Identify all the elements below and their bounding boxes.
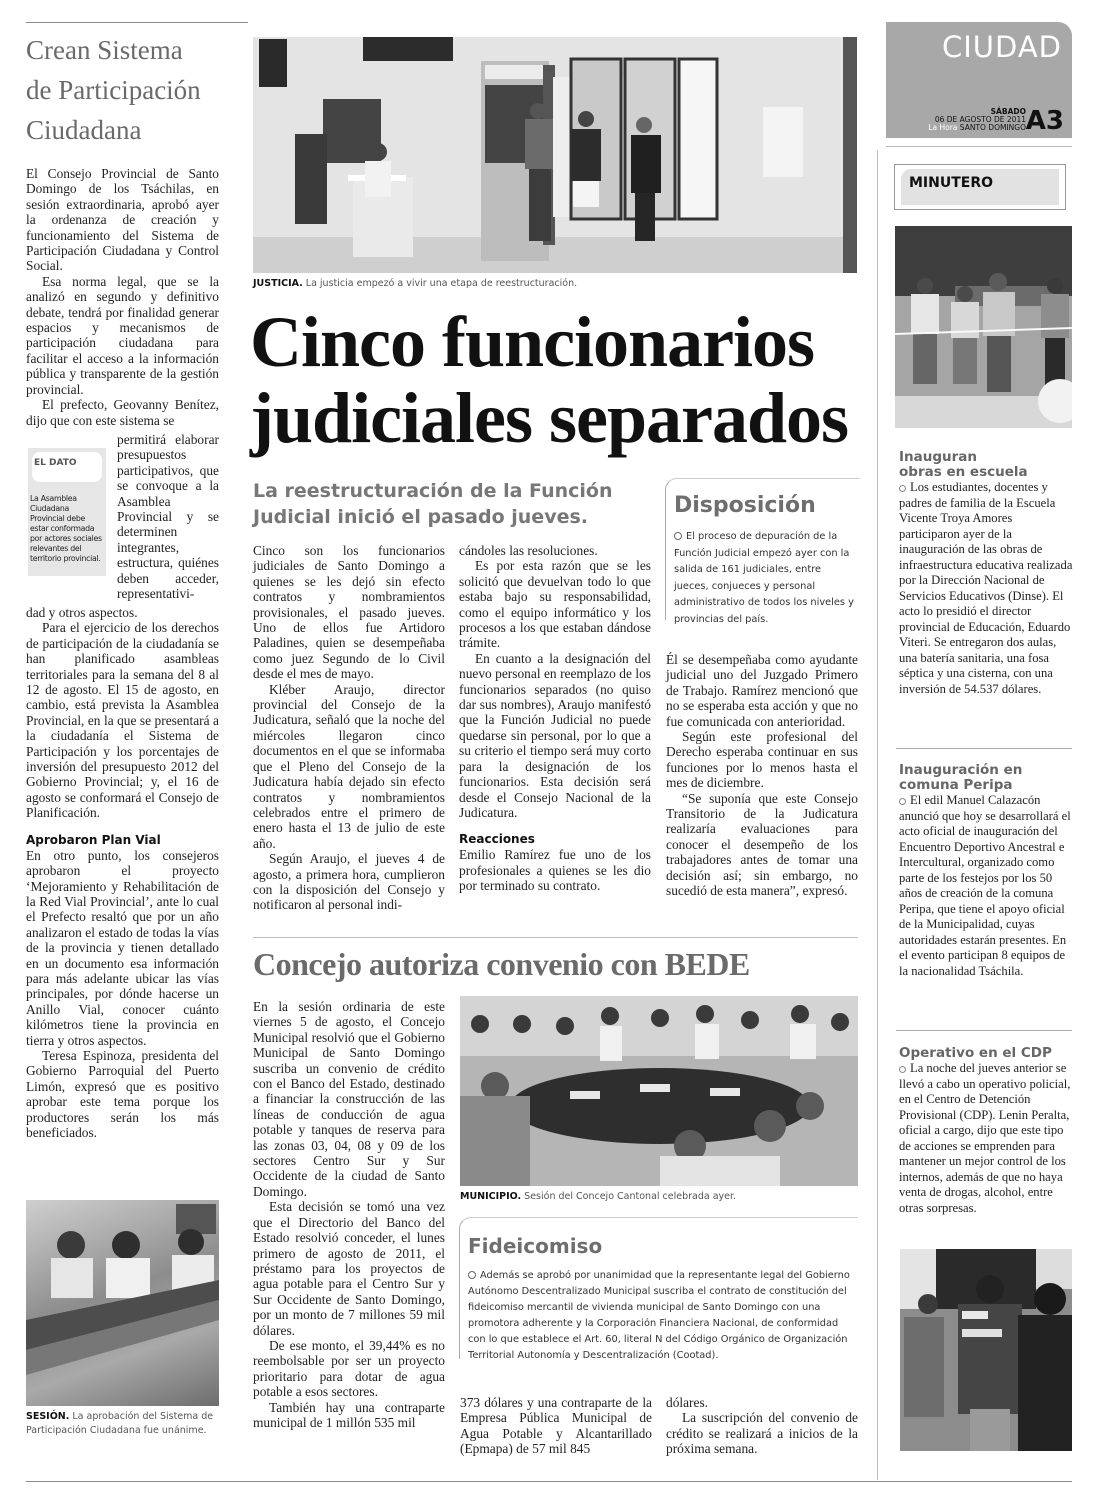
section-header xyxy=(886,22,1072,138)
left-body-1: El Consejo Provincial de Santo Domingo de los Tsáchilas, en sesión extraordinaria, aprobó ayer la ordenanza de creación y funcionamiento del Sistema de Participación Ciudadana y Control Social. Esa norma legal, que se la analizó en segundo y definitivo debate, tendrá por finalidad generar espacios y mecanismos de participación ciudadana para facilitar el acceso a la información pública y transparente de la gestión provincial. El prefecto, Geovanny Benítez, dijo que con este sistema se xyxy=(26,166,219,428)
sidebar-item-title: Inauguración en comuna Peripa xyxy=(899,762,1023,793)
section-rule xyxy=(253,937,858,938)
ribbon-cutting-image xyxy=(895,226,1072,428)
disposicion-text: El proceso de depuración de la Función Judicial empezó ayer con la salida de 161 judiciales, entre jueces, conjueces y personal administrativo de todos los niveles y provincias del país. xyxy=(674,531,854,625)
disposicion-box xyxy=(665,478,860,625)
date-block: SÁBADO 06 DE AGOSTO DE 2011 La Hora SANTO DOMINGO xyxy=(928,107,1026,132)
bullet-icon xyxy=(468,1271,476,1279)
municipio-caption: MUNICIPIO. Sesión del Concejo Cantonal celebrada ayer. xyxy=(460,1191,737,1202)
police-operation-image xyxy=(900,1249,1072,1451)
session-caption: SESIÓN. La aprobación del Sistema de Participación Ciudadana fue unánime. xyxy=(26,1411,214,1436)
bullet-icon xyxy=(899,1066,906,1073)
bede-col-3: dólares. La suscripción del convenio de crédito se realizará a inicios de la próxima semana. xyxy=(666,1395,858,1457)
session-photo xyxy=(26,1200,219,1406)
fideicomiso-title: Fideicomiso xyxy=(468,1234,603,1258)
left-body-2: dad y otros aspectos. Para el ejercicio de los derechos de participación de la ciudadanía se han planificado asambleas territoriales para la semana del 8 al 12 de agosto. El 15 de agosto, en cambio, está prevista la Asamblea Provincial, en la que se presentará a la ciudadanía el Sistema de Participación y los porcentajes de inversión del presupuesto 2012 del Gobierno Provincial; y, el 16 de agosto se conformará el Consejo de Planificación. Aprobaron Plan Vial En otro punto, los consejeros aprobaron el proyecto ‘Mejoramiento y Rehabilitación de la Red Vial Provincial’, ante lo cual el Prefecto resaltó que por un año analizaron el estado de todas la vías de la provincia y tienen detallado en un documento esa información para más adelante ubicar las vías principales, por dónde hacerse un Anillo Vial, conocer cuánto kilómetros tiene la provincia en tierra y otros aspectos. Teresa Espinoza, presidenta del Gobierno Parroquial del Puerto Limón, expresó que es positivo aprobar este tema porque los productores serán los más beneficiados. xyxy=(26,605,219,1140)
cdp-photo xyxy=(900,1249,1072,1451)
fideicomiso-box xyxy=(459,1217,858,1359)
bede-col-1: En la sesión ordinaria de este viernes 5 de agosto, el Concejo Municipal resolvió que el Gobierno Municipal de Santo Domingo suscriba un convenio de crédito con el Banco del Estado, destinado a financiar la construcción de las líneas de conducción de agua potable y tanques de reserva para las zonas 03, 04, 08 y 09 de los sectores Centro Sur y Sur Occidente de la ciudad de Santo Domingo. Esta decisión se tomó una vez que el Directorio del Banco del Estado resolvió conceder, el lunes primero de agosto de 2011, el préstamo para los proyectos de agua potable para el Centro Sur y Sur Occidente de Santo Domingo, por un monto de 7 millones 59 mil dólares. De ese monto, el 39,44% es no reembolsable por ser un proyecto prioritario para dotar de agua potable a esos sectores. También hay una contraparte municipal de 1 millón 535 mil xyxy=(253,999,445,1430)
sidebar-rule xyxy=(896,748,1072,749)
subhead-reacciones: Reacciones xyxy=(459,832,535,847)
bottom-rule xyxy=(26,1481,1072,1482)
header-rule xyxy=(886,146,1072,147)
minutero-label-box: MINUTERO xyxy=(894,164,1066,210)
top-rule-left xyxy=(26,22,248,23)
bullet-icon xyxy=(899,798,906,805)
bullet-icon xyxy=(674,532,682,540)
sidebar-rule xyxy=(896,1030,1072,1031)
meeting-photo-image xyxy=(26,1200,219,1406)
courthouse-hallway-image xyxy=(253,37,857,273)
main-col-1: Cinco son los funcionarios judiciales de Santo Domingo a quienes se les dejó sin efecto contratos y nombramientos provisionales, el pasado jueves. Uno de ellos fue Artidoro Paladines, quien se desempeñaba como juez Segundo de lo Civil desde el mes de mayo. Kléber Araujo, director provincial del Consejo de la Judicatura, señaló que la noche del miércoles llegaron cinco documentos en el que se informaba que el Pleno del Consejo de la Judicatura había dejado sin efecto contratos y nombramientos celebrados entre el primero de enero hasta el 13 de julio de este año. Según Araujo, el jueves 4 de agosto, a primera hora, cumplieron con la disposición del Consejo y notificaron al personal indi- xyxy=(253,543,445,913)
subhead-plan-vial: Aprobaron Plan Vial xyxy=(26,832,161,847)
main-col-2: cándoles las resoluciones. Es por esta razón que se les solicitó que devuelvan todo lo que estaba bajo su responsabilidad, como el equipo informático y los procesos a los que estaban dándose trámite. En cuanto a la designación del nuevo personal en reemplazo de los funcionarios separados (no quiso dar sus nombres), Araujo manifestó que la Función Judicial no puede quedarse sin personal, por lo que a su criterio el tiempo será muy corto para la designación de los funcionarios. Esta decisión será desde el Consejo Nacional de la Judicatura. Reacciones Emilio Ramírez fue uno de los profesionales a quienes se les dio por terminado su contrato. xyxy=(459,543,651,894)
dato-text: La Asamblea Ciudadana Provincial debe estar conformada por actores sociales relevantes del territorio provincial. xyxy=(30,494,102,563)
section-name: CIUDAD xyxy=(941,30,1062,64)
main-headline: Cinco funcionarios judiciales separados xyxy=(250,302,849,458)
left-body-wrap: permitirá elaborar presupuestos participativos, que se convoque a la Asamblea Provincial y se determinen integrantes, estructura, quiénes deben acceder, representativi- xyxy=(117,432,219,602)
sidebar-item-title: Inauguran obras en escuela xyxy=(899,449,1028,480)
bede-headline: Concejo autoriza convenio con BEDE xyxy=(253,946,750,982)
el-dato-box xyxy=(28,448,106,576)
sidebar-item-title: Operativo en el CDP xyxy=(899,1045,1052,1061)
school-photo xyxy=(895,226,1072,428)
page-number: A3 xyxy=(1025,106,1064,136)
disposicion-title: Disposición xyxy=(674,493,816,518)
bullet-icon xyxy=(899,485,906,492)
sidebar-divider xyxy=(877,150,878,1480)
sidebar-item-1: Inauguran obras en escuela Los estudiantes, docentes y padres de familia de la Escuela Vicente Troya Amores participaron ayer de la inauguración de las obras de infraestructura educativa realizada por la Dirección Nacional de Servicios Educativos (Dinse). El acto lo presidió el director provincial de Educación, Eduardo Viteri. Se entregaron dos aulas, una batería sanitaria, una fosa séptica y una cisterna, con una inversión de 54.537 dólares. xyxy=(899,449,1073,696)
left-headline: Crean Sistema de Participación Ciudadana xyxy=(26,35,201,145)
sidebar-item-3: Operativo en el CDP La noche del jueves anterior se llevó a cabo un operativo policial, en el Centro de Detención Provisional (CDP). Lenin Peralta, oficial a cargo, dijo que este tipo de acciones se emprenden para mantener un mejor control de los internos, además de que no haya venta de drogas, alcohol, entre otras sorpresas. xyxy=(899,1046,1074,1216)
dato-label: EL DATO xyxy=(34,458,77,468)
sidebar-item-2: Inauguración en comuna Peripa El edil Manuel Calazacón anunció que hoy se desarrollará el acto oficial de inauguración del Encuentro Deportivo Ancestral e Intercultural, organizado como parte de los festejos por los 50 años de creación de la comuna Peripa, que tiene el apoyo oficial de la Municipalidad, cuyas autoridades estarán presentes. En el evento participan 8 equipos de la nacionalidad Tsáchila. xyxy=(899,763,1074,979)
council-meeting-image xyxy=(460,996,858,1186)
main-deck: La reestructuración de la Función Judicial inició el pasado jueves. xyxy=(253,480,613,528)
bede-col-2: 373 dólares y una contraparte de la Empresa Pública Municipal de Agua Potable y Alcantarillado (Epmapa) de 57 mil 845 xyxy=(460,1395,652,1457)
justice-photo xyxy=(253,37,857,273)
municipio-photo xyxy=(460,996,858,1186)
justice-caption: JUSTICIA. La justicia empezó a vivir una etapa de reestructuración. xyxy=(253,278,578,289)
main-col-3: Él se desempeñaba como ayudante judicial uno del Juzgado Primero de Trabajo. Ramírez mencionó que no se esperaba esta acción y que no fue comunicada con anterioridad. Según este profesional del Derecho esperaba continuar en sus funciones por lo menos hasta el mes de diciembre. “Se suponía que este Consejo Transitorio de la Judicatura realizaría evaluaciones para conocer el desempeño de los trabajadores antes de tomar una decisión así; sin embargo, no sucedió de esta manera”, expresó. xyxy=(666,652,858,899)
paper-name: La Hora xyxy=(928,123,958,132)
fideicomiso-text: Además se aprobó por unanimidad que la representante legal del Gobierno Autónomo Descentralizado Municipal suscriba el contrato de constitución del fideicomiso mercantil de vivienda municipal de Santo Domingo con una promotora adherente y la Corporación Financiera Nacional, de conformidad con lo que establece el Art. 60, literal N del Código Orgánico de Organización Territorial Autonomía y Descentralización (Cootad). xyxy=(468,1270,850,1361)
